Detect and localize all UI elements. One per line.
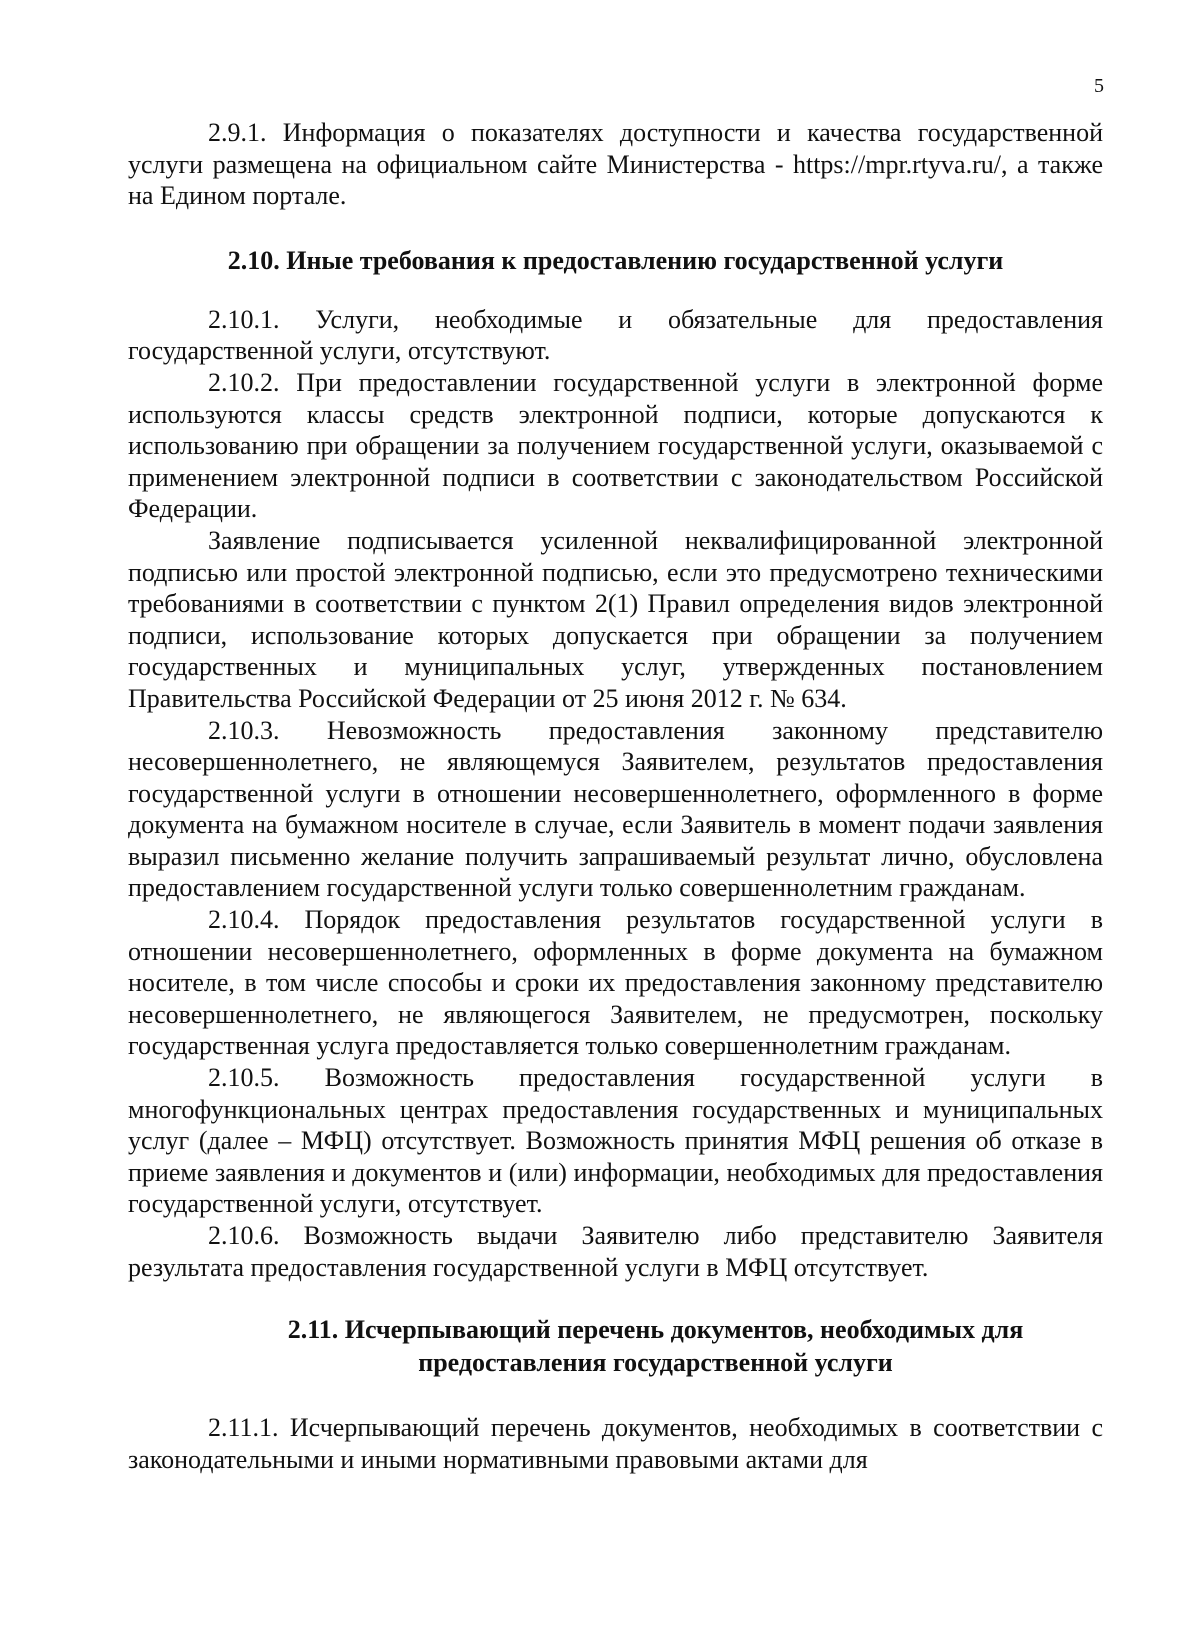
paragraph-2-11-1: 2.11.1. Исчерпывающий перечень документов, необходимых в соответствии с законодательными и иными нормативными правовыми актами для [128,1413,1103,1474]
section-heading-2-11-line2: предоставления государственной услуги [418,1348,893,1378]
page-number: 5 [1094,75,1104,97]
paragraph-2-10-6: 2.10.6. Возможность выдачи Заявителю либо представителю Заявителя результата предоставления государственной услуги в МФЦ отсутствует. [128,1221,1103,1282]
section-heading-2-10: 2.10. Иные требования к предоставлению государственной услуги [227,245,1004,275]
paragraph-2-9-1: 2.9.1. Информация о показателях доступности и качества государственной услуги размещена на официальном сайте Министерства - https://mpr.rtyva.ru/, а также на Едином портале. [128,118,1103,211]
paragraph-2-10-1: 2.10.1. Услуги, необходимые и обязательные для предоставления государственной услуги, отсутствуют. [128,304,1103,366]
paragraph-2-10-2: 2.10.2. При предоставлении государственной услуги в электронной форме используются классы средств электронной подписи, которые допускаются к использованию при обращении за получением государственной услуги, оказываемой с применением электронной подписи в соответствии с законодательством Российской Федерации. [128,367,1103,524]
document-body [128,117,1103,1475]
paragraph-2-10-4: 2.10.4. Порядок предоставления результатов государственной услуги в отношении несовершеннолетнего, оформленных в форме документа на бумажном носителе, в том числе способы и сроки их предоставления законному представителю несовершеннолетнего, не являющегося Заявителем, не предусмотрен, поскольку государственная услуга предоставляется только совершеннолетним гражданам. [128,905,1103,1061]
section-heading-2-11 [128,1313,1103,1379]
paragraph-2-10-3: 2.10.3. Невозможность предоставления законному представителю несовершеннолетнего, не являющемуся Заявителем, результатов предоставления государственной услуги в отношении несовершеннолетнего, оформленного в форме документа на бумажном носителе в случае, если Заявитель в момент подачи заявления выразил письменно желание получить запрашиваемый результат лично, обусловлена предоставлением государственной услуги только совершеннолетним гражданам. [128,715,1103,903]
paragraph-statement-signature: Заявление подписывается усиленной неквалифицированной электронной подписью или простой электронной подписью, если это предусмотрено техническими требованиями в соответствии с пунктом 2(1) Правил определения видов электронной подписи, использование которых допускается при обращении за получением государственных и муниципальных услуг, утвержденных постановлением Правительства Российской Федерации от 25 июня 2012 г. № 634. [128,525,1103,713]
section-heading-2-11-line1: 2.11. Исчерпывающий перечень документов, необходимых для [287,1315,1024,1345]
paragraph-2-10-5: 2.10.5. Возможность предоставления государственной услуги в многофункциональных центрах предоставления государственных и муниципальных услуг (далее – МФЦ) отсутствует. Возможность принятия МФЦ решения об отказе в приеме заявления и документов и (или) информации, необходимых для предоставления государственной услуги, отсутствует. [128,1063,1103,1219]
